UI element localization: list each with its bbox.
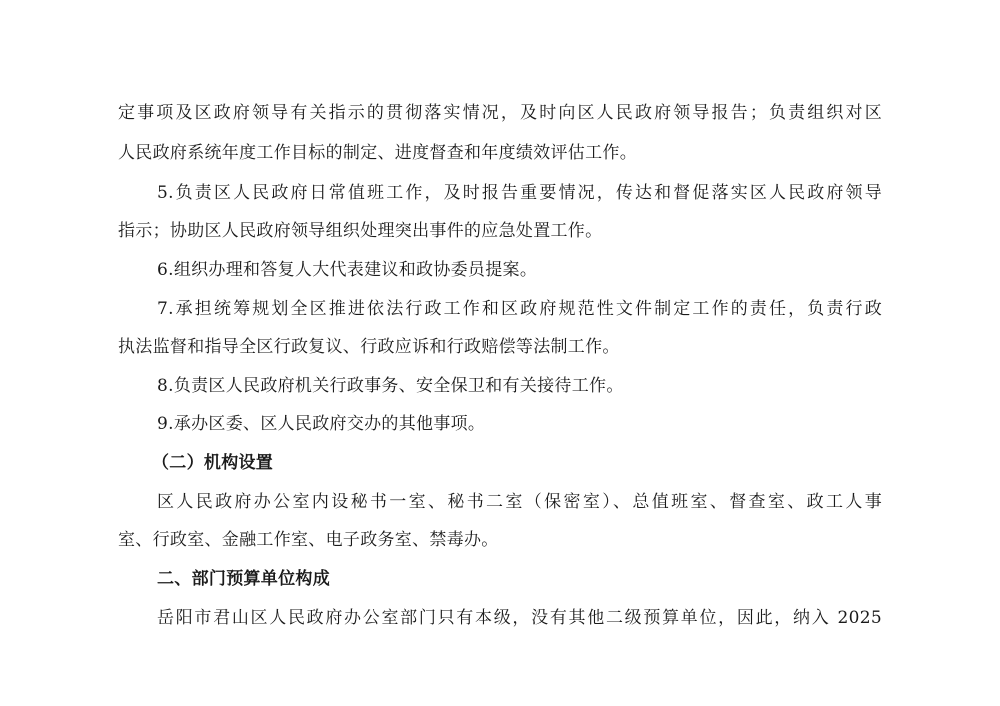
paragraph-line: 6.组织办理和答复人大代表建议和政协委员提案。 xyxy=(157,260,538,280)
paragraph-line: 室、行政室、金融工作室、电子政务室、禁毒办。 xyxy=(118,530,499,550)
paragraph-line: 指示；协助区人民政府领导组织处理突出事件的应急处置工作。 xyxy=(118,221,603,241)
paragraph-line: 执法监督和指导全区行政复议、行政应诉和行政赔偿等法制工作。 xyxy=(118,337,620,357)
section-heading: 二、部门预算单位构成 xyxy=(157,569,330,589)
section-heading: （二）机构设置 xyxy=(152,453,274,473)
paragraph-line: 定事项及区政府领导有关指示的贯彻落实情况，及时向区人民政府领导报告；负责组织对区 xyxy=(118,103,882,123)
paragraph-line: 7.承担统筹规划全区推进依法行政工作和区政府规范性文件制定工作的责任，负责行政 xyxy=(157,299,882,319)
paragraph-line: 岳阳市君山区人民政府办公室部门只有本级，没有其他二级预算单位，因此，纳入 2025 xyxy=(157,608,882,628)
paragraph-line: 8.负责区人民政府机关行政事务、安全保卫和有关接待工作。 xyxy=(157,376,624,396)
paragraph-line: 9.承办区委、区人民政府交办的其他事项。 xyxy=(157,414,486,434)
paragraph-line: 5.负责区人民政府日常值班工作，及时报告重要情况，传达和督促落实区人民政府领导 xyxy=(157,183,882,203)
paragraph-line: 区人民政府办公室内设秘书一室、秘书二室（保密室）、总值班室、督查室、政工人事 xyxy=(157,492,882,512)
paragraph-line: 人民政府系统年度工作目标的制定、进度督查和年度绩效评估工作。 xyxy=(118,143,637,163)
